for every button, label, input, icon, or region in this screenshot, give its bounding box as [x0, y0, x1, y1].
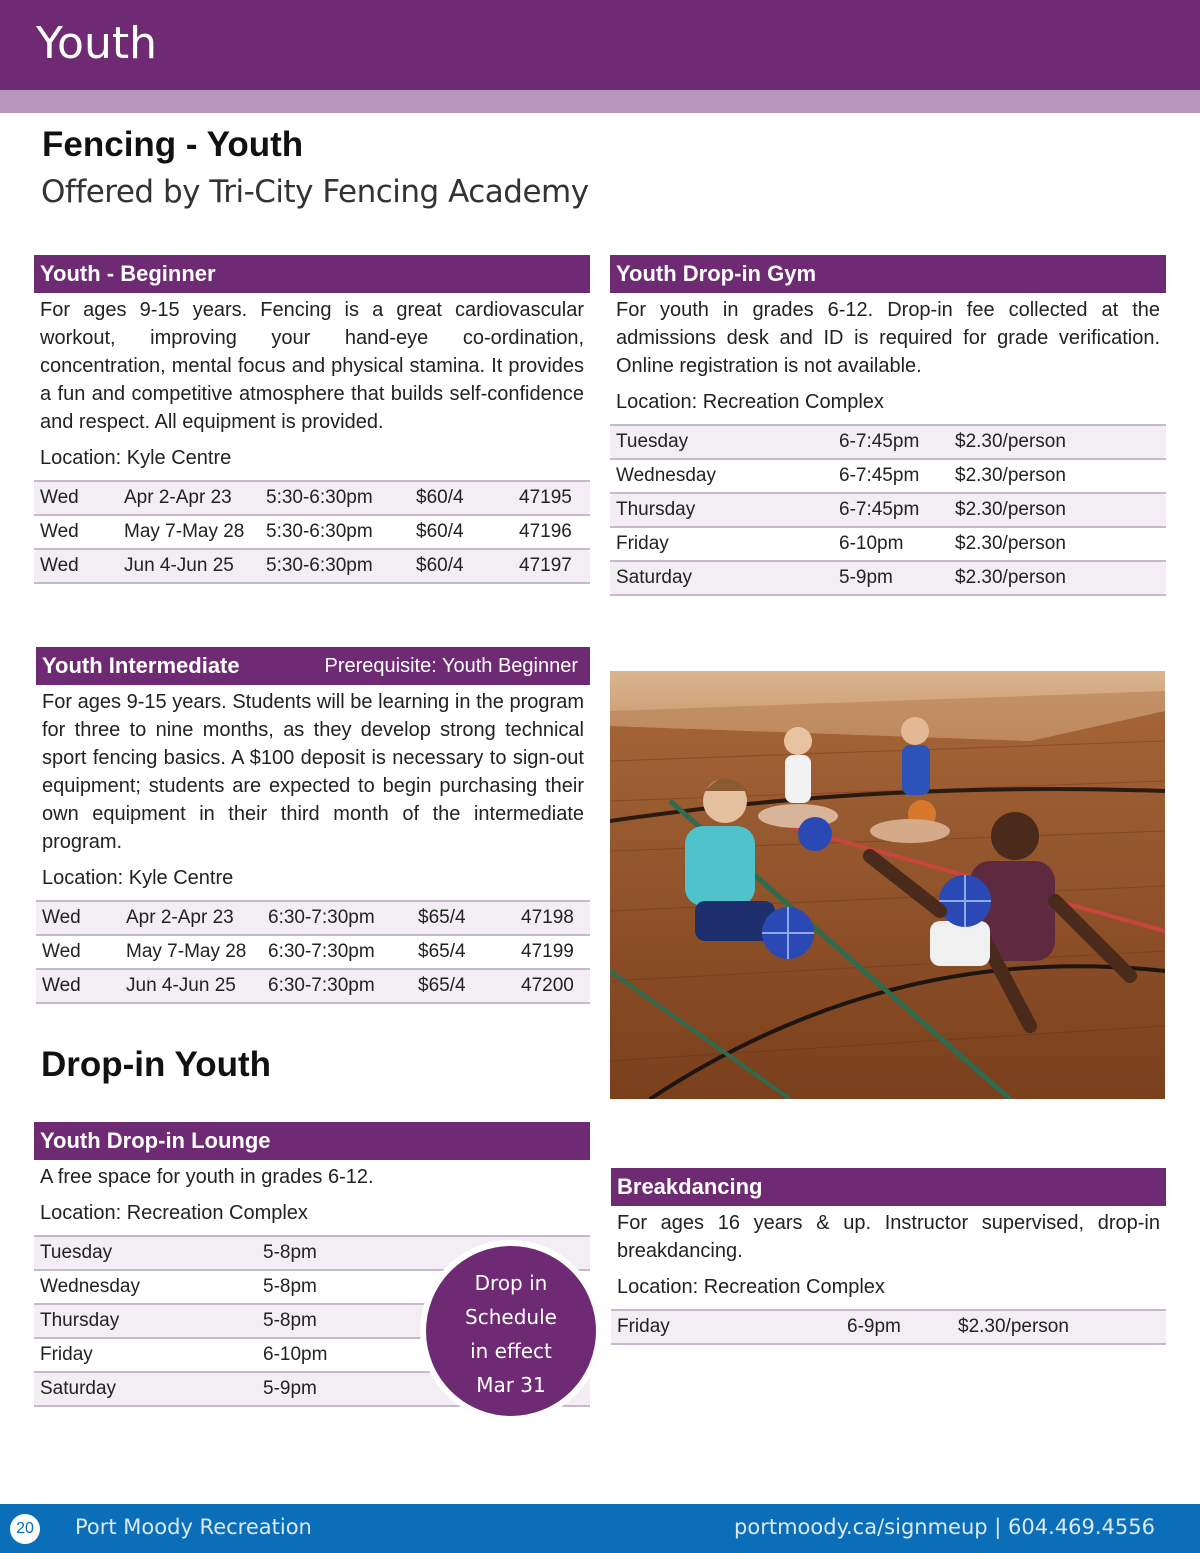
schedule-dates: Jun 4-Jun 25 [124, 555, 234, 576]
intermediate-location: Location: Kyle Centre [42, 867, 234, 889]
fencing-subtitle: Offered by Tri-City Fencing Academy [41, 174, 589, 210]
schedule-day: Wednesday [616, 465, 716, 486]
table-row [34, 481, 590, 515]
schedule-time: 6-7:45pm [839, 499, 920, 520]
schedule-time: 5:30-6:30pm [266, 521, 373, 542]
schedule-time: 6-7:45pm [839, 431, 920, 452]
table-row [34, 549, 590, 583]
schedule-fee: $2.30/person [955, 499, 1066, 520]
table-row [36, 935, 590, 969]
schedule-day: Wed [40, 487, 79, 508]
beginner-section [34, 255, 590, 584]
schedule-code: 47199 [521, 941, 574, 962]
schedule-fee: $60/4 [416, 555, 464, 576]
schedule-time: 6:30-7:30pm [268, 975, 375, 996]
schedule-time: 6-10pm [263, 1344, 328, 1365]
breakdancing-section [611, 1168, 1166, 1345]
beginner-title: Youth - Beginner [34, 255, 590, 293]
header-band [0, 0, 1200, 90]
table-row [610, 459, 1166, 493]
schedule-code: 47200 [521, 975, 574, 996]
schedule-time: 6:30-7:30pm [268, 907, 375, 928]
schedule-code: 47195 [519, 487, 572, 508]
lounge-location: Location: Recreation Complex [40, 1202, 308, 1224]
schedule-fee: $2.30/person [955, 465, 1066, 486]
breakdancing-description: For ages 16 years & up. Instructor supervised, drop-in breakdancing. [617, 1212, 1160, 1262]
gym-title: Youth Drop-in Gym [610, 255, 1166, 293]
intermediate-schedule-table [36, 900, 590, 1004]
schedule-time: 6-7:45pm [839, 465, 920, 486]
schedule-time: 5:30-6:30pm [266, 487, 373, 508]
header-stripe [0, 90, 1200, 113]
fencing-title: Fencing - Youth [42, 125, 304, 164]
schedule-day: Wednesday [40, 1276, 140, 1297]
table-row [610, 561, 1166, 595]
schedule-code: 47196 [519, 521, 572, 542]
table-row [34, 515, 590, 549]
table-row [610, 425, 1166, 459]
schedule-day: Friday [616, 533, 669, 554]
table-row [611, 1310, 1166, 1344]
badge-line: in effect [470, 1339, 552, 1363]
schedule-fee: $2.30/person [955, 533, 1066, 554]
beginner-location: Location: Kyle Centre [40, 447, 232, 469]
schedule-day: Saturday [616, 567, 693, 588]
breakdancing-title: Breakdancing [611, 1168, 1166, 1206]
schedule-fee: $65/4 [418, 975, 466, 996]
badge-line: Drop in [474, 1271, 548, 1295]
dropin-title: Drop-in Youth [41, 1045, 272, 1084]
schedule-dates: May 7-May 28 [124, 521, 245, 542]
footer-org-name: Port Moody Recreation [75, 1515, 312, 1539]
schedule-dates: May 7-May 28 [126, 941, 247, 962]
badge-line: Mar 31 [476, 1373, 546, 1397]
table-row [610, 493, 1166, 527]
schedule-day: Wed [42, 907, 81, 928]
schedule-time: 6-10pm [839, 533, 904, 554]
schedule-day: Saturday [40, 1378, 117, 1399]
schedule-fee: $2.30/person [955, 567, 1066, 588]
table-row [36, 901, 590, 935]
schedule-day: Friday [617, 1316, 670, 1337]
schedule-day: Tuesday [40, 1242, 113, 1263]
schedule-dates: Apr 2-Apr 23 [124, 487, 232, 508]
table-row [36, 969, 590, 1003]
schedule-day: Tuesday [616, 431, 689, 452]
breakdancing-schedule-table [611, 1309, 1166, 1345]
schedule-dates: Apr 2-Apr 23 [126, 907, 234, 928]
schedule-badge [420, 1240, 602, 1422]
schedule-fee: $2.30/person [955, 431, 1066, 452]
schedule-time: 6-9pm [847, 1316, 901, 1337]
schedule-time: 5:30-6:30pm [266, 555, 373, 576]
beginner-schedule-table [34, 480, 590, 584]
schedule-code: 47198 [521, 907, 574, 928]
schedule-time: 5-8pm [263, 1276, 317, 1297]
schedule-day: Thursday [616, 499, 696, 520]
schedule-day: Friday [40, 1344, 93, 1365]
schedule-fee: $60/4 [416, 487, 464, 508]
intermediate-header [36, 647, 590, 685]
lounge-title: Youth Drop-in Lounge [34, 1122, 590, 1160]
gym-description: For youth in grades 6-12. Drop-in fee collected at the admissions desk and ID is required for grade verification. Online registration is not available. [616, 299, 1160, 377]
gym-location: Location: Recreation Complex [616, 391, 884, 413]
schedule-fee: $65/4 [418, 941, 466, 962]
page-title: Youth [36, 18, 157, 69]
breakdancing-location: Location: Recreation Complex [617, 1276, 885, 1298]
schedule-time: 5-8pm [263, 1242, 317, 1263]
schedule-day: Wed [42, 975, 81, 996]
schedule-day: Wed [42, 941, 81, 962]
schedule-day: Thursday [40, 1310, 120, 1331]
table-row [610, 527, 1166, 561]
schedule-fee: $2.30/person [958, 1316, 1069, 1337]
intermediate-section [36, 647, 590, 1004]
intermediate-title: Youth Intermediate [42, 653, 240, 678]
schedule-fee: $65/4 [418, 907, 466, 928]
intermediate-prerequisite: Prerequisite: Youth Beginner [324, 655, 578, 677]
schedule-day: Wed [40, 521, 79, 542]
schedule-time: 5-9pm [263, 1378, 317, 1399]
schedule-time: 5-9pm [839, 567, 893, 588]
page-number: 20 [10, 1514, 40, 1544]
intermediate-description: For ages 9-15 years. Students will be learning in the program for three to nine months, as they develop strong technical sport fencing basics. A $100 deposit is necessary to sign-out equipment; students are expected to begin purchasing their own equipment in their third month of the intermediate program. [42, 691, 584, 853]
schedule-fee: $60/4 [416, 521, 464, 542]
lounge-description: A free space for youth in grades 6-12. [40, 1166, 374, 1188]
schedule-code: 47197 [519, 555, 572, 576]
basketball-photo [610, 671, 1165, 1099]
gym-section [610, 255, 1166, 596]
footer-contact-link[interactable]: portmoody.ca/signmeup | 604.469.4556 [734, 1515, 1155, 1539]
schedule-day: Wed [40, 555, 79, 576]
basketball-photo-illustration [610, 671, 1165, 1099]
beginner-description: For ages 9-15 years. Fencing is a great cardiovascular workout, improving your hand-eye co-ordination, concentration, mental focus and physical stamina. It provides a fun and competitive atmosphere that builds self-confidence and respect. All equipment is provided. [40, 299, 584, 433]
schedule-time: 5-8pm [263, 1310, 317, 1331]
badge-line: Schedule [465, 1305, 557, 1329]
schedule-time: 6:30-7:30pm [268, 941, 375, 962]
schedule-dates: Jun 4-Jun 25 [126, 975, 236, 996]
gym-schedule-table [610, 424, 1166, 596]
